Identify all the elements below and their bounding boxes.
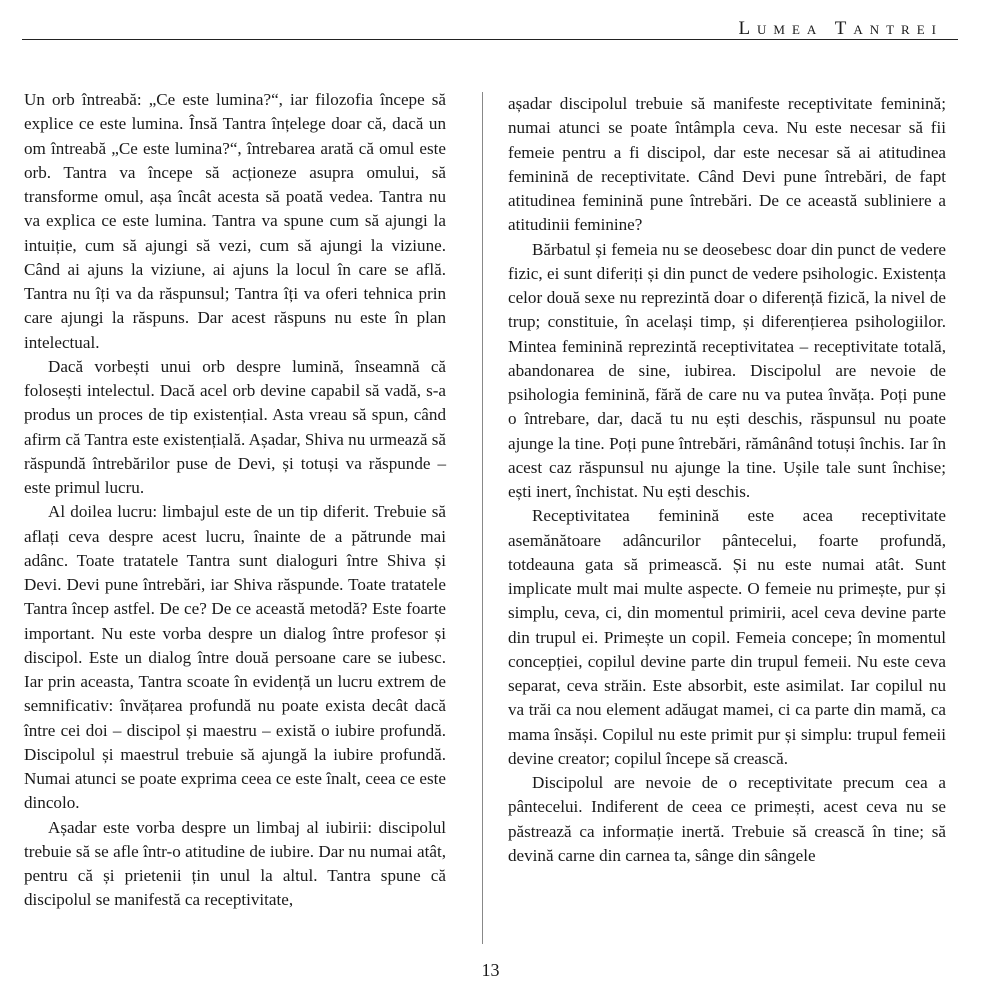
header-rule (22, 39, 958, 40)
right-column (508, 92, 946, 868)
paragraph: Bărbatul și femeia nu se deosebesc doar din punct de vedere fizic, ei sunt diferiți și din punct de vedere psihologic. Existența celor două sexe nu reprezintă doar o diferență fizică, la nivel de trup; constituie, în același timp, și diferențierea psihologiilor. Mintea feminină reprezintă receptivitatea – receptivitate totală, abandonarea de sine, iubirea. Discipolul are nevoie de psihologia feminină, fără de care nu va putea învăța. Poți pune o întrebare, dar, dacă tu nu ești deschis, răspunsul nu poate ajunge la tine. Poți pune întrebări, rămânând totuși închis. Iar în acest caz răspunsul nu ajunge la tine. Ușile tale sunt închise; ești inert, închistat. Nu ești deschis. (508, 239, 946, 501)
paragraph: Discipolul are nevoie de o receptivitate precum cea a pântecelui. Indiferent de ceea ce primești, acest ceva nu se păstrează ca informație inertă. Trebuie să crească în tine; să devină carne din carnea ta, sânge din sângele (508, 773, 946, 865)
paragraph: Așadar este vorba despre un limbaj al iubirii: discipolul trebuie să se afle într-o atitudine de iubire. Dar nu numai atât, pentru că și prietenii țin unul la altul. Tantra spune că discipolul se manifestă ca receptivitate, (24, 817, 446, 910)
paragraph: Receptivitatea feminină este acea receptivitate asemănătoare adâncurilor pântecelui, foarte profundă, totdeauna gata să primească. Și nu este numai atât. Sunt implicate mult mai multe aspecte. O femeie nu primește, pur și simplu, ceva, ci, din momentul primirii, acel ceva devine parte din trupul ei. Primește un copil. Femeia concepe; în momentul concepției, copilul devine parte din trupul femeii. Nu este ceva separat, ceva străin. Este absorbit, este asimilat. Iar copilul nu va trăi ca nou element adăugat mamei, ci ca parte din mamă, ca mama însăși. Copilul nu este primit pur și simplu: trupul femeii devine creator; copilul începe să crească. (508, 506, 946, 768)
paragraph: Un orb întreabă: „Ce este lumina?“, iar filozofia începe să explice ce este lumina. Însă Tantra înțelege doar că, dacă un om întreabă „Ce este lumina?“, întrebarea arată că omul este orb. Tantra va începe să acționeze asupra omului, să transforme omul, așa încât acesta să poată vedea. Tantra nu va explica ce este lumina. Tantra va spune cum să ajungi la intuiție, cum să ajungi să vezi, cum să ajungi la viziune. Când ai ajuns la viziune, ai ajuns la locul în care se află. Tantra nu îți va da răspunsul; Tantra îți va oferi tehnica prin care ajungi la răspuns. Dar acest răspuns nu este în plan intelectual. (24, 90, 446, 352)
page-number: 13 (481, 960, 500, 980)
left-column (24, 88, 446, 913)
paragraph: așadar discipolul trebuie să manifeste receptivitate feminină; numai atunci se poate întâmpla ceva. Nu este necesar să fii femeie pentru a fi discipol, dar este necesar să ai atitudinea feminină de receptivitate. Când Devi pune întrebări, de fapt atitudinea feminină pune întrebări. De ce această subliniere a atitudinii feminine? (508, 94, 946, 235)
running-title: Lumea Tantrei (738, 18, 943, 39)
column-divider (482, 92, 483, 944)
paragraph: Dacă vorbești unui orb despre lumină, înseamnă că folosești intelectul. Dacă acel orb devine capabil să vadă, s-a produs un proces de tip existențial. Asta vreau să spun, când afirm că Tantra este existențială. Așadar, Shiva nu urmează să răspundă întrebărilor puse de Devi, și totuși va răspunde – este primul lucru. (24, 356, 446, 497)
paragraph: Al doilea lucru: limbajul este de un tip diferit. Trebuie să aflați ceva despre acest lucru, înainte de a pătrunde mai adânc. Toate tratatele Tantra sunt dialoguri între Shiva și Devi. Devi pune întrebări, iar Shiva răspunde. Toate tratatele Tantra încep astfel. De ce? De ce această metodă? Este foarte important. Nu este vorba despre un dialog între profesor și discipol. Este un dialog între două persoane care se iubesc. Iar prin aceasta, Tantra scoate în evidență un lucru extrem de semnificativ: învățarea profundă nu poate exista decât dacă între cei doi – discipol și maestru – există o iubire profundă. Discipolul și maestrul trebuie să ajungă la iubire profundă. Numai atunci se poate exprima ceea ce este înalt, ceea ce este dincolo. (24, 502, 446, 813)
